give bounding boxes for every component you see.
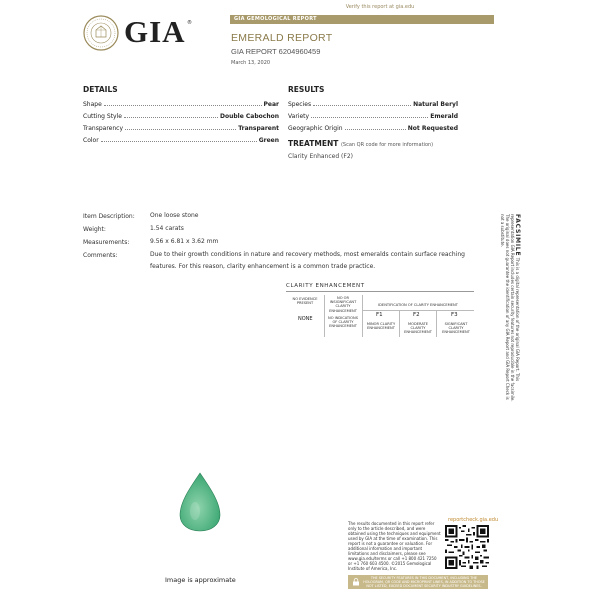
treatment-title <box>288 139 433 148</box>
detail-value: Green <box>258 137 279 144</box>
facsimile-text: This is a digital representation of the original GIA Report. This representation GIA Report includes certain security features not reproducible in the facsimile. The original does not guarantee the identification of any GIA Report and GIA Report Check is not a substitute. <box>500 214 520 402</box>
result-label: Variety <box>288 113 310 120</box>
results-title: RESULTS <box>288 85 325 94</box>
registered-mark: ® <box>187 20 192 26</box>
detail-row <box>83 132 279 144</box>
verify-text: Verify this report at gia.edu <box>345 4 415 10</box>
emerald-image <box>178 471 222 533</box>
comments-value: Due to their growth conditions in nature and recovery methods, most emeralds contain surface reaching features. For this reason, clarity enhancement is a common trade practice. <box>150 251 465 270</box>
result-row <box>288 96 458 108</box>
clarity-none: NONE <box>298 316 313 322</box>
gia-seal-icon <box>83 15 119 51</box>
disclaimer-text: The results documented in this report refer only to the article described, and were obtained using the techniques and equipment used by GIA at the time of examination. This report is not a guarantee or valuation. For additional information and important limitations and disclaimers, please see www.gia.edu/terms or call +1 800 421 7250 or +1 760 603 4500. ©2015 Gemological Institute of America, Inc. <box>348 521 441 571</box>
gia-logo-text: GIA <box>124 14 186 49</box>
treatment-note: (Scan QR code for more information) <box>340 142 434 148</box>
facsimile-notice <box>496 214 520 404</box>
details-title: DETAILS <box>83 85 118 94</box>
clarity-f3-desc: SIGNIFICANT CLARITY ENHANCEMENT <box>442 322 470 335</box>
results-section <box>288 85 458 132</box>
measurements-value: 9.56 x 6.81 x 3.62 mm <box>150 238 219 245</box>
result-value: Not Requested <box>407 125 458 132</box>
clarity-title: CLARITY ENHANCEMENT <box>286 283 365 289</box>
report-date: March 13, 2020 <box>231 60 271 66</box>
image-caption: Image is approximate <box>165 576 236 584</box>
weight-label: Weight: <box>83 226 106 233</box>
report-number: GIA REPORT 6204960459 <box>231 47 321 56</box>
item-info <box>83 213 483 273</box>
result-label: Species <box>288 101 312 108</box>
facsimile-title: FACSIMILE <box>514 214 521 257</box>
detail-row <box>83 108 279 120</box>
detail-label: Cutting Style <box>83 113 122 120</box>
detail-value: Transparent <box>238 125 279 132</box>
clarity-head-identification: IDENTIFICATION OF CLARITY ENHANCEMENT <box>378 303 458 307</box>
result-row <box>288 120 458 132</box>
clarity-f1: F1 <box>376 312 383 318</box>
report-title: EMERALD REPORT <box>231 32 333 44</box>
clarity-head-insignificant: NO OR INSIGNIFICANT CLARITY ENHANCEMENT <box>329 296 357 313</box>
treatment-heading: TREATMENT <box>288 139 339 148</box>
report-banner: GIA GEMOLOGICAL REPORT <box>230 15 494 24</box>
clarity-f3: F3 <box>451 312 458 318</box>
measurements-label: Measurements: <box>83 239 130 246</box>
clarity-f2-desc: MODERATE CLARITY ENHANCEMENT <box>404 322 432 335</box>
clarity-f2: F2 <box>413 312 420 318</box>
result-label: Geographic Origin <box>288 125 343 132</box>
result-row <box>288 108 458 120</box>
reportcheck-link[interactable]: reportcheck.gia.edu <box>448 517 499 523</box>
result-value: Natural Beryl <box>413 101 458 108</box>
weight-value: 1.54 carats <box>150 225 184 232</box>
detail-row <box>83 96 279 108</box>
details-section <box>83 85 279 144</box>
detail-label: Shape <box>83 101 102 108</box>
detail-value: Pear <box>263 101 279 108</box>
clarity-subline <box>362 310 474 311</box>
lock-icon <box>352 578 360 586</box>
item-description-label: Item Description: <box>83 213 135 220</box>
clarity-f-divider <box>436 310 437 337</box>
clarity-f1-desc: MINOR CLARITY ENHANCEMENT <box>366 322 396 331</box>
detail-row <box>83 120 279 132</box>
detail-label: Transparency <box>83 125 124 132</box>
detail-value: Double Cabochon <box>220 113 279 120</box>
comments-label: Comments: <box>83 252 118 259</box>
detail-label: Color <box>83 137 99 144</box>
result-value: Emerald <box>430 113 458 120</box>
item-description-value: One loose stone <box>150 212 199 219</box>
security-text: THE SECURITY FEATURES IN THIS DOCUMENT, INCLUDING THE HOLOGRAM, QR CODE AND MICROPRINT LINES, IN ADDITION TO THOSE NOT LISTED, EXCEED DOCUMENT SECURITY INDUSTRY GUIDELINES. <box>363 576 485 588</box>
clarity-head-no-evidence: NO EVIDENCE PRESENT <box>292 297 318 306</box>
clarity-f-divider <box>399 310 400 337</box>
qr-code-icon[interactable] <box>445 525 489 569</box>
clarity-no-indications: NO INDICATIONS OF CLARITY ENHANCEMENT <box>328 316 358 329</box>
treatment-value: Clarity Enhanced (F2) <box>288 153 354 160</box>
clarity-divider <box>286 291 474 292</box>
